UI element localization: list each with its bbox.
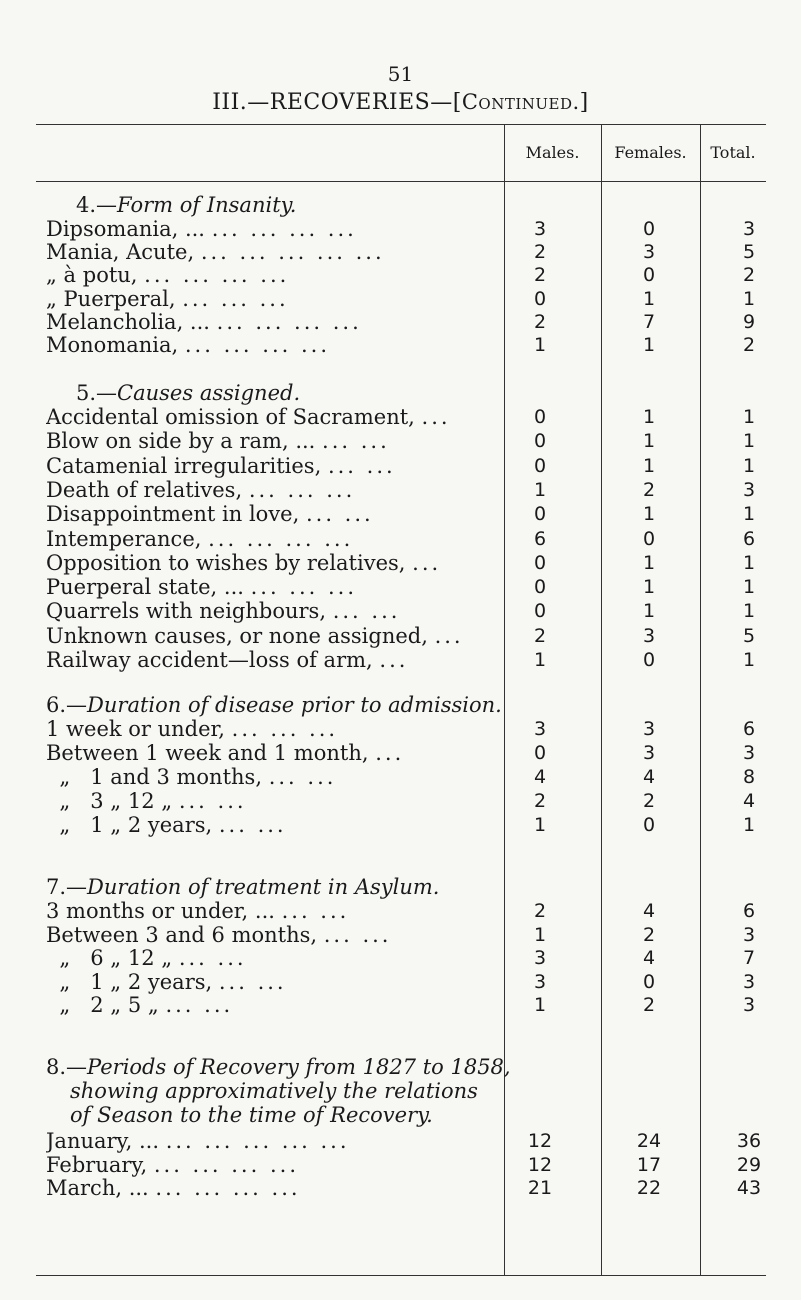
females-value: 0 — [642, 218, 656, 240]
leader-dots: ... ... ... ... — [184, 333, 331, 357]
females-value: 2 — [642, 790, 656, 812]
males-value: 21 — [527, 1177, 553, 1199]
header-rule — [36, 181, 766, 182]
row-label — [46, 970, 526, 994]
table-row — [36, 1176, 766, 1200]
table-row — [36, 648, 766, 672]
total-value: 43 — [736, 1177, 762, 1199]
females-value: 24 — [636, 1130, 662, 1152]
total-value: 1 — [742, 814, 756, 836]
females-value: 3 — [642, 241, 656, 264]
row-label — [46, 1129, 526, 1153]
males-value: 0 — [533, 287, 547, 310]
section-heading-line: of Season to the time of Recovery. — [70, 1103, 433, 1127]
column-header-males: Males. — [525, 143, 580, 162]
table-row — [36, 1129, 766, 1153]
total-value: 1 — [742, 576, 756, 599]
table-row — [36, 789, 766, 813]
row-label — [46, 240, 526, 264]
table-row — [36, 333, 766, 357]
table-row — [36, 527, 766, 551]
table-row — [36, 454, 766, 478]
females-value: 1 — [642, 406, 656, 428]
females-value: 4 — [642, 766, 656, 788]
section-heading-line: showing approximatively the relations — [70, 1079, 478, 1103]
section-heading — [46, 875, 546, 899]
females-value: 22 — [636, 1177, 662, 1199]
row-label-text: Opposition to wishes by relatives, — [46, 550, 406, 575]
table-row — [36, 765, 766, 789]
males-value: 0 — [533, 600, 547, 623]
row-label-text: Between 1 week and 1 month, — [46, 741, 369, 765]
females-value: 3 — [642, 742, 656, 764]
row-label — [46, 624, 526, 648]
females-value: 1 — [642, 454, 656, 477]
males-value: 0 — [533, 454, 547, 477]
table-row — [36, 575, 766, 599]
females-value: 1 — [642, 600, 656, 623]
section-number: 5.— — [76, 381, 118, 405]
table-row — [36, 813, 766, 837]
females-value: 17 — [636, 1153, 662, 1176]
total-value: 1 — [742, 649, 756, 671]
section-heading-line — [46, 1055, 546, 1079]
section-title: Duration of treatment in Asylum. — [87, 875, 440, 899]
total-value: 5 — [742, 241, 756, 264]
leader-dots: ... ... ... — [231, 717, 339, 741]
row-label-text: „ 2 „ 5 „ — [46, 993, 159, 1017]
page-title — [0, 90, 801, 115]
row-label — [46, 899, 526, 923]
total-value: 6 — [742, 900, 756, 922]
females-value: 1 — [642, 576, 656, 599]
males-value: 1 — [533, 994, 547, 1016]
leader-dots: ... ... ... — [182, 286, 289, 311]
total-value: 2 — [742, 334, 756, 356]
total-value: 1 — [742, 503, 756, 526]
row-label-text: Unknown causes, or none assigned, — [46, 623, 428, 648]
row-label-text: „ 3 „ 12 „ — [46, 789, 173, 813]
leader-dots: ... ... ... ... — [208, 526, 354, 551]
total-value: 4 — [742, 790, 756, 812]
row-label-text: 3 months or under, ... — [46, 899, 275, 923]
total-value: 7 — [742, 947, 756, 969]
row-label-text: „ Puerperal, — [46, 286, 176, 311]
table-row — [36, 287, 766, 311]
leader-dots: ... ... — [218, 969, 287, 994]
row-label — [46, 287, 526, 311]
table-row — [36, 502, 766, 526]
table-row — [36, 217, 766, 241]
males-value: 1 — [533, 923, 547, 946]
row-label — [46, 454, 526, 478]
males-value: 1 — [533, 814, 547, 836]
table-row — [36, 717, 766, 741]
row-label — [46, 813, 526, 837]
females-value: 1 — [642, 430, 656, 453]
recoveries-table — [36, 124, 766, 1276]
table-row — [36, 946, 766, 970]
row-label — [46, 765, 526, 789]
row-label — [46, 923, 526, 947]
section-number: 6.— — [46, 693, 88, 717]
males-value: 2 — [533, 241, 547, 264]
section-title: Form of Insanity. — [117, 193, 297, 217]
row-label — [46, 946, 526, 970]
males-value: 12 — [527, 1130, 553, 1152]
page-number: 51 — [387, 62, 414, 86]
females-value: 2 — [642, 478, 656, 501]
table-row — [36, 599, 766, 623]
table-row — [36, 478, 766, 502]
row-label-text: Death of relatives, — [46, 477, 243, 502]
row-label — [46, 789, 526, 813]
row-label-text: Between 3 and 6 months, — [46, 922, 318, 947]
leader-dots: ... ... — [305, 502, 374, 527]
total-value: 1 — [742, 600, 756, 623]
total-value: 6 — [742, 718, 756, 740]
total-value: 3 — [742, 994, 756, 1016]
row-label-text: January, ... — [46, 1129, 159, 1153]
row-label-text: Disappointment in love, — [46, 502, 300, 527]
section-heading — [46, 1055, 546, 1127]
row-label-text: „ à potu, — [46, 263, 138, 288]
row-label-text: „ 1 and 3 months, — [46, 765, 262, 789]
leader-dots: ... ... — [323, 922, 392, 947]
males-value: 3 — [533, 218, 547, 240]
total-value: 1 — [742, 287, 756, 310]
females-value: 1 — [642, 287, 656, 310]
section-heading — [46, 693, 546, 717]
leader-dots: ... ... ... — [250, 575, 358, 600]
row-label — [46, 478, 526, 502]
total-value: 3 — [742, 970, 756, 993]
row-label-text: 1 week or under, — [46, 717, 225, 741]
row-label-text: Accidental omission of Sacrament, — [46, 405, 415, 429]
row-label-text: Mania, Acute, — [46, 240, 195, 265]
section-number: 8.— — [46, 1055, 88, 1079]
row-label-text: Dipsomania, ... — [46, 217, 205, 241]
row-label-text: Melancholia, ... — [46, 309, 210, 334]
males-value: 2 — [533, 790, 547, 812]
females-value: 0 — [642, 527, 656, 550]
row-label — [46, 1153, 526, 1177]
total-value: 3 — [742, 478, 756, 501]
leader-dots: ... ... — [165, 993, 234, 1017]
table-row — [36, 551, 766, 575]
row-label — [46, 310, 526, 334]
leader-dots: ... ... ... ... — [155, 1176, 301, 1200]
males-value: 3 — [533, 947, 547, 969]
leader-dots: ... ... ... ... — [153, 1152, 299, 1177]
males-value: 0 — [533, 430, 547, 453]
row-label — [46, 599, 526, 623]
females-value: 7 — [642, 310, 656, 333]
table-row — [36, 405, 766, 429]
row-label-text: Blow on side by a ram, ... — [46, 429, 316, 454]
total-value: 1 — [742, 454, 756, 477]
title-suffix: ] — [579, 90, 589, 115]
males-value: 12 — [527, 1153, 553, 1176]
females-value: 0 — [642, 649, 656, 671]
row-label-text: Quarrels with neighbours, — [46, 599, 327, 624]
females-value: 2 — [642, 923, 656, 946]
row-label-text: „ 1 „ 2 years, — [46, 969, 213, 994]
section-title: Causes assigned. — [117, 381, 301, 405]
table-row — [36, 899, 766, 923]
total-value: 3 — [742, 923, 756, 946]
table-row — [36, 923, 766, 947]
table-row — [36, 240, 766, 264]
table-row — [36, 741, 766, 765]
column-header-total: Total. — [710, 143, 756, 162]
females-value: 4 — [642, 900, 656, 922]
leader-dots: ... ... — [327, 453, 396, 478]
row-label — [46, 551, 526, 575]
leader-dots: ... ... ... ... — [216, 309, 362, 334]
title-continued: Continued. — [461, 90, 580, 114]
row-label — [46, 575, 526, 599]
leader-dots: ... ... ... ... ... — [165, 1129, 350, 1153]
leader-dots: ... ... — [322, 429, 390, 454]
males-value: 1 — [533, 478, 547, 501]
table-row — [36, 624, 766, 648]
total-value: 8 — [742, 766, 756, 788]
row-label — [46, 333, 526, 357]
males-value: 0 — [533, 742, 547, 764]
males-value: 0 — [533, 406, 547, 428]
row-label-text: Puerperal state, ... — [46, 575, 244, 600]
title-prefix: III.—RECOVERIES—[ — [212, 90, 462, 115]
total-value: 2 — [742, 264, 756, 287]
total-value: 5 — [742, 624, 756, 647]
total-value: 1 — [742, 406, 756, 428]
leader-dots: ... ... — [268, 765, 337, 789]
females-value: 4 — [642, 947, 656, 969]
row-label — [46, 1176, 526, 1200]
leader-dots: ... — [421, 405, 451, 429]
males-value: 1 — [533, 649, 547, 671]
females-value: 0 — [642, 264, 656, 287]
females-value: 0 — [642, 814, 656, 836]
leader-dots: ... ... — [178, 789, 247, 813]
row-label — [46, 993, 526, 1017]
leader-dots: ... ... — [281, 899, 350, 923]
males-value: 1 — [533, 334, 547, 356]
leader-dots: ... — [379, 648, 409, 672]
row-label — [46, 717, 526, 741]
row-label — [46, 502, 526, 526]
leader-dots: ... ... ... ... — [144, 263, 290, 288]
females-value: 3 — [642, 718, 656, 740]
row-label — [46, 263, 526, 287]
row-label-text: „ 6 „ 12 „ — [46, 946, 173, 970]
row-label-text: February, — [46, 1152, 148, 1177]
row-label — [46, 648, 526, 672]
males-value: 2 — [533, 900, 547, 922]
table-row — [36, 263, 766, 287]
section-number: 4.— — [76, 193, 118, 217]
females-value: 0 — [642, 970, 656, 993]
males-value: 2 — [533, 310, 547, 333]
males-value: 0 — [533, 576, 547, 599]
leader-dots: ... ... ... ... — [211, 217, 357, 241]
total-value: 36 — [736, 1130, 762, 1152]
total-value: 29 — [736, 1153, 762, 1176]
leader-dots: ... — [434, 623, 464, 648]
total-value: 9 — [742, 310, 756, 333]
leader-dots: ... ... ... — [248, 477, 356, 502]
section-title: Periods of Recovery from 1827 to 1858, — [87, 1055, 511, 1079]
row-label-text: Catamenial irregularities, — [46, 453, 322, 478]
females-value: 1 — [642, 334, 656, 356]
females-value: 1 — [642, 503, 656, 526]
section-title: Duration of disease prior to admission. — [87, 693, 502, 717]
section-heading — [76, 381, 576, 405]
males-value: 0 — [533, 503, 547, 526]
row-label-text: Monomania, — [46, 333, 179, 357]
total-value: 6 — [742, 527, 756, 550]
males-value: 2 — [533, 624, 547, 647]
table-row — [36, 429, 766, 453]
row-label — [46, 741, 526, 765]
males-value: 6 — [533, 527, 547, 550]
total-value: 3 — [742, 218, 756, 240]
males-value: 3 — [533, 718, 547, 740]
leader-dots: ... — [412, 550, 442, 575]
males-value: 2 — [533, 264, 547, 287]
total-value: 3 — [742, 742, 756, 764]
row-label-text: Railway accident—loss of arm, — [46, 648, 373, 672]
row-label — [46, 527, 526, 551]
table-row — [36, 993, 766, 1017]
table-row — [36, 310, 766, 334]
row-label-text: March, ... — [46, 1176, 149, 1200]
section-number: 7.— — [46, 875, 88, 899]
table-row — [36, 1153, 766, 1177]
leader-dots: ... ... — [178, 946, 247, 970]
table-row — [36, 970, 766, 994]
total-value: 1 — [742, 430, 756, 453]
leader-dots: ... — [375, 741, 405, 765]
row-label — [46, 405, 526, 429]
leader-dots: ... ... — [332, 599, 401, 624]
row-label — [46, 429, 526, 453]
total-value: 1 — [742, 551, 756, 574]
leader-dots: ... ... ... ... ... — [200, 240, 385, 265]
row-label — [46, 217, 526, 241]
row-label-text: Intemperance, — [46, 526, 202, 551]
males-value: 3 — [533, 970, 547, 993]
males-value: 0 — [533, 551, 547, 574]
females-value: 1 — [642, 551, 656, 574]
section-heading — [76, 193, 576, 217]
females-value: 3 — [642, 624, 656, 647]
males-value: 4 — [533, 766, 547, 788]
row-label-text: „ 1 „ 2 years, — [46, 813, 213, 837]
leader-dots: ... ... — [218, 813, 287, 837]
column-header-females: Females. — [614, 143, 687, 162]
females-value: 2 — [642, 994, 656, 1016]
